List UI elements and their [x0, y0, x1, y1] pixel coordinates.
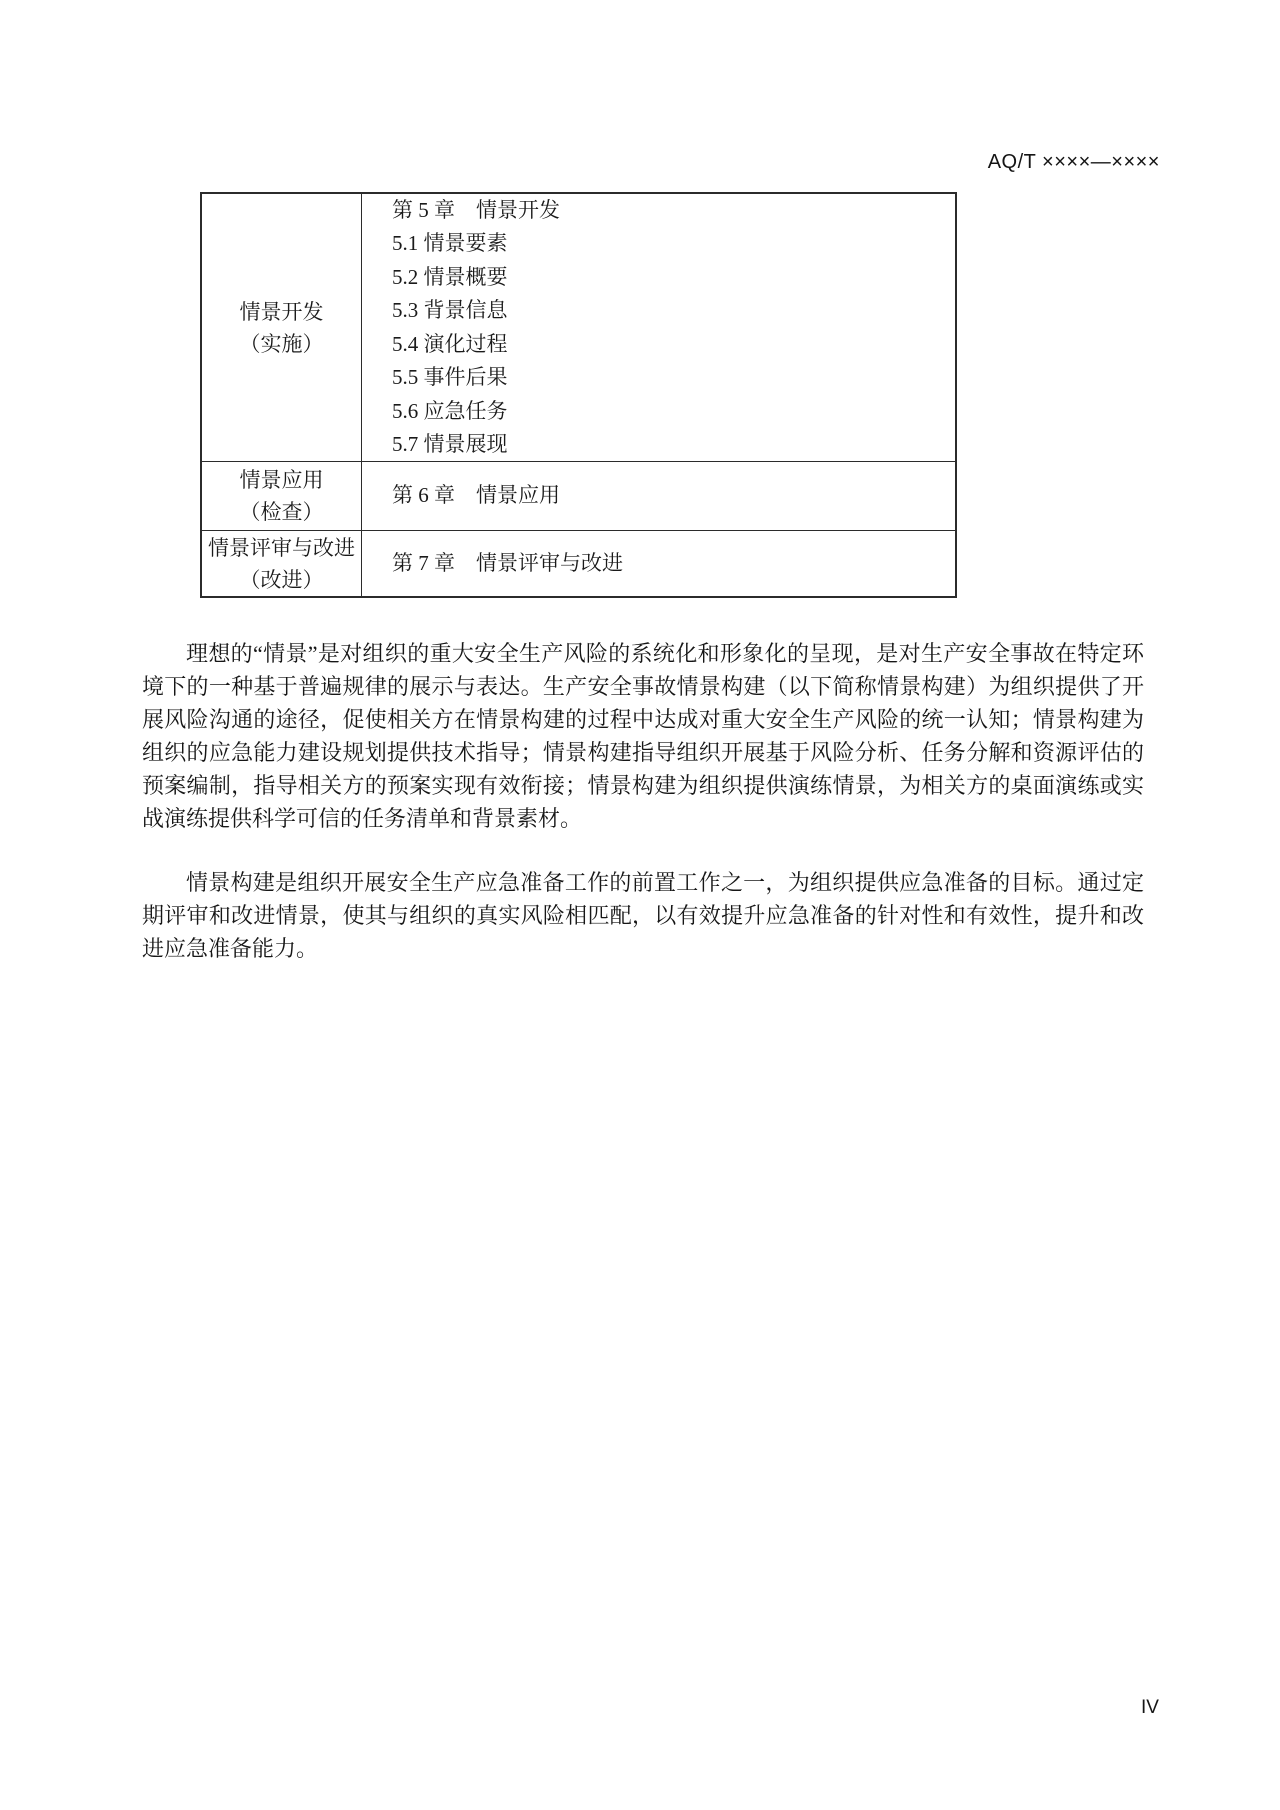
intro-paragraph-scenario-purpose: 情景构建是组织开展安全生产应急准备工作的前置工作之一，为组织提供应急准备的目标。通过定期评审和改进情景，使其与组织的真实风险相匹配，以有效提升应急准备的针对性和有效性，提升和改进应急准备能力。 [142, 870, 1144, 961]
stage-note: （检查） [239, 500, 324, 524]
table-row-scenario-review [202, 531, 955, 596]
stage-note: （改进） [239, 567, 324, 592]
table-cell-stage [202, 194, 362, 461]
chapter-item: 第 5 章 情景开发 [392, 197, 560, 222]
chapter-item: 5.3 背景信息 [392, 298, 508, 322]
table-row-scenario-application [202, 462, 955, 531]
table-row-scenario-development [202, 194, 955, 462]
chapter-item: 第 7 章 情景评审与改进 [392, 550, 623, 575]
page-number: IV [1141, 1697, 1159, 1718]
stage-note: （实施） [239, 331, 324, 356]
table-cell-stage [202, 462, 362, 530]
chapter-item: 第 6 章 情景应用 [392, 483, 560, 508]
stage-name: 情景开发 [239, 299, 324, 324]
table-cell-chapters [362, 194, 955, 461]
stage-name: 情景评审与改进 [208, 535, 355, 560]
chapter-item: 5.5 事件后果 [392, 365, 508, 389]
table-cell-stage [202, 531, 362, 596]
pdca-chapter-table [200, 192, 957, 598]
chapter-item: 5.6 应急任务 [392, 398, 508, 423]
chapter-item: 5.2 情景概要 [392, 264, 508, 289]
table-cell-chapters [362, 531, 955, 596]
intro-paragraph-scenario-definition: 理想的“情景”是对组织的重大安全生产风险的系统化和形象化的呈现，是对生产安全事故在特定环境下的一种基于普遍规律的展示与表达。生产安全事故情景构建（以下简称情景构建）为组织提供了开展风险沟通的途径，促使相关方在情景构建的过程中达成对重大安全生产风险的统一认知；情景构建为组织的应急能力建设规划提供技术指导；情景构建指导组织开展基于风险分析、任务分解和资源评估的预案编制，指导相关方的预案实现有效衔接；情景构建为组织提供演练情景，为相关方的桌面演练或实战演练提供科学可信的任务清单和背景素材。 [142, 641, 1144, 831]
standard-code-header: AQ/T ××××—×××× [987, 151, 1160, 173]
chapter-item: 5.1 情景要素 [392, 231, 508, 255]
stage-name: 情景应用 [239, 468, 324, 492]
body-text-block [142, 637, 1144, 965]
chapter-item: 5.4 演化过程 [392, 331, 508, 356]
table-cell-chapters [362, 462, 955, 530]
chapter-item: 5.7 情景展现 [392, 432, 508, 456]
